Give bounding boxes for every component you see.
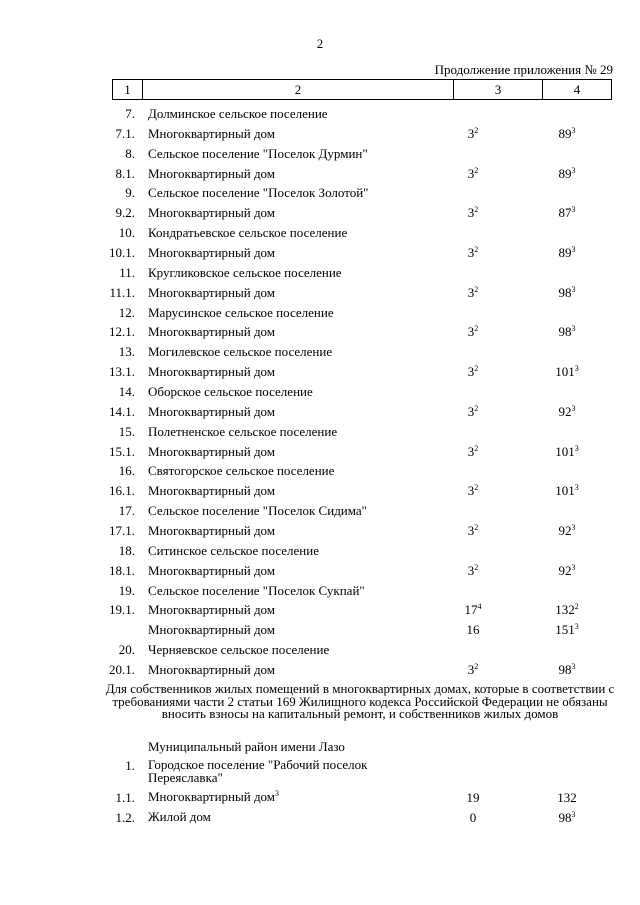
footnote-mark: 3 [571,284,576,294]
row-number: 17.1. [109,523,135,539]
row-col-3: 16 [466,622,480,638]
footnote-mark: 2 [474,125,479,135]
row-number: 14.1. [109,403,135,419]
row-number: 7.1. [115,125,135,141]
row-name: Оборское сельское поселение [148,384,313,400]
row-number: 13. [118,344,135,360]
table-row [0,581,640,601]
row-number: 18. [118,542,135,558]
row-col-4: $151^3$ [555,622,579,638]
row-col-4: $98^3$ [558,662,576,678]
row-col-4: $101^3$ [555,443,579,459]
row-name: Могилевское сельское поселение [148,344,333,360]
footnote-mark: 2 [474,245,479,255]
table-body [0,104,640,680]
row-name: Сельское поселение "Поселок Сукпай" [148,582,365,598]
row-name: Черняевское сельское поселение [148,642,330,658]
footnote-mark: 2 [474,284,479,294]
table-row [0,263,640,283]
table-row [0,600,640,620]
row-col-4: 132 [557,790,577,805]
row-col-4: $87^3$ [558,205,576,221]
row-name: Долминское сельское поселение [148,106,328,121]
row-number: 11.1. [109,284,135,300]
row-number: 16. [118,463,135,479]
row-col-4: $132^2$ [555,602,579,618]
row-name: Многоквартирный дом [148,403,276,419]
row-number: 14. [118,384,135,400]
footnote-mark: 3 [571,403,576,413]
table-row [0,640,640,660]
row-col-4: $89^3$ [558,125,576,141]
row-number: 1.1. [115,790,135,805]
row-col-4: $101^3$ [555,483,579,499]
row-number: 18.1. [109,562,135,578]
row-name: Многоквартирный дом [148,324,276,340]
row-number: 9. [125,185,135,201]
row-name: Многоквартирный дом [148,284,276,300]
footnote-mark: 3 [571,165,576,175]
row-name: Сельское поселение "Поселок Сидима" [148,503,367,519]
footnote-mark: 2 [474,205,479,215]
row-number: 8.1. [115,165,135,181]
footnote-mark: 2 [474,523,479,533]
row-col-4: $92^3$ [558,403,576,419]
row-name: Многоквартирный дом [148,622,276,638]
footnote-mark: 3 [275,789,280,798]
table-row [0,243,640,263]
table-row [0,521,640,541]
row-col-4: $92^3$ [558,562,576,578]
table-row [0,362,640,382]
row-name: Сельское поселение "Поселок Золотой" [148,185,369,201]
row-name: Многоквартирный дом [148,245,276,261]
footnote-mark: 2 [474,483,479,493]
row-col-4: $98^3$ [558,284,576,300]
row-col-3: $3^2$ [467,443,479,459]
table-row [0,144,640,164]
footnote-mark: 3 [574,622,579,632]
table-row [0,442,640,462]
row-number: 19.1. [109,602,135,618]
row-col-4: $89^3$ [558,165,576,181]
row-col-4: $98^3$ [558,324,576,340]
row-col-3: $3^2$ [467,284,479,300]
row-number: 12.1. [109,324,135,340]
table-row [0,382,640,402]
table-row [0,541,640,561]
header-col-2: 2 [143,80,454,99]
row-col-3: $3^2$ [467,483,479,499]
row-name: Многоквартирный дом [148,364,276,380]
row-name: Многоквартирный дом$^3$ [148,789,280,804]
row-name: Сельское поселение "Поселок Дурмин" [148,145,368,161]
table-row [0,402,640,422]
table-row [0,183,640,203]
row-name: Городское поселение "Рабочий поселок Переяславка" [148,757,368,785]
row-name: Многоквартирный дом [148,165,276,181]
row-col-3: 19 [466,790,480,805]
footnote-mark: 3 [574,443,579,453]
row-col-4: $92^3$ [558,523,576,539]
footnote-mark: 2 [474,443,479,453]
row-col-3: $3^2$ [467,125,479,141]
row-name: Полетненское сельское поселение [148,423,338,439]
row-col-3: $3^2$ [467,523,479,539]
row-col-3: $3^2$ [467,165,479,181]
row-name: Многоквартирный дом [148,125,276,141]
continuation-note: Продолжение приложения № 29 [434,62,613,77]
row-number: 15.1. [109,443,135,459]
row-col-3: $3^2$ [467,662,479,678]
row-col-3: $3^2$ [467,403,479,419]
table-row [0,461,640,481]
row-name: Ситинское сельское поселение [148,542,319,558]
row-number: 9.2. [115,205,135,221]
row-col-4: $89^3$ [558,245,576,261]
footnote-mark: 3 [571,562,576,572]
row-col-3: 0 [469,810,477,825]
row-col-3: $3^2$ [467,562,479,578]
table-row [0,422,640,442]
table-row [0,223,640,243]
row-name: Кругликовское сельское поселение [148,264,342,280]
row-col-3: $17^4$ [464,602,482,618]
page-number: 2 [316,36,324,51]
row-number: 8. [125,145,135,161]
row-number: 16.1. [109,483,135,499]
row-number: 15. [118,423,135,439]
row-name: Многоквартирный дом [148,662,276,678]
row-col-3: $3^2$ [467,205,479,221]
section-heading: Для собственников жилых помещений в многоквартирных домах, которые в соответствии с требованиями части 2 статьи 169 Жилищного кодекса Российской Федерации не обязаны вносить взносы на капитальный ремонт, и собственников жилых домов [105,681,615,721]
table-row [0,104,640,124]
row-col-4: $98^3$ [558,810,576,825]
header-col-4: 4 [573,81,581,97]
row-name: Марусинское сельское поселение [148,304,334,320]
row-name: Жилой дом [148,809,211,824]
table-row [0,620,640,640]
footnote-mark: 3 [571,324,576,334]
row-name: Кондратьевское сельское поселение [148,225,348,241]
table-row [0,164,640,184]
row-number: 19. [118,582,135,598]
table-row [0,342,640,362]
table-row [0,124,640,144]
row-number: 17. [118,503,135,519]
row-name: Многоквартирный дом [148,602,276,618]
row-number: 20. [118,642,135,658]
footnote-mark: 2 [474,662,479,672]
header-col-1: 1 [113,80,143,99]
row-number: 12. [118,304,135,320]
table-header [112,79,612,100]
table-row [0,283,640,303]
footnote-mark: 3 [571,810,576,819]
row-number: 7. [125,106,135,121]
footnote-mark: 4 [477,602,482,612]
footnote-mark: 3 [574,364,579,374]
table-row [0,561,640,581]
row-name: Многоквартирный дом [148,443,276,459]
row-number: 1.2. [115,810,135,825]
table-row [0,203,640,223]
footnote-mark: 3 [571,245,576,255]
table-row [0,660,640,680]
table-row [0,303,640,323]
row-name: Многоквартирный дом [148,562,276,578]
footnote-mark: 3 [574,483,579,493]
row-col-3: $3^2$ [467,364,479,380]
row-name: Святогорское сельское поселение [148,463,335,479]
footnote-mark: 3 [571,662,576,672]
row-col-3: $3^2$ [467,324,479,340]
row-name: Многоквартирный дом [148,483,276,499]
footnote-mark: 2 [474,562,479,572]
row-col-4: $101^3$ [555,364,579,380]
row-number: 13.1. [109,364,135,380]
row-name: Многоквартирный дом [148,205,276,221]
row-name: Многоквартирный дом [148,523,276,539]
footnote-mark: 2 [474,364,479,374]
row-number: 20.1. [109,662,135,678]
footnote-mark: 3 [571,125,576,135]
table-row [0,501,640,521]
row-number: 1. [125,758,135,773]
footnote-mark: 3 [571,205,576,215]
header-col-3: 3 [454,80,543,99]
table-row [0,481,640,501]
footnote-mark: 2 [474,165,479,175]
row-number: 10. [118,225,135,241]
footnote-mark: 2 [474,403,479,413]
district-name: Муниципальный район имени Лазо [148,739,345,754]
footnote-mark: 2 [574,602,579,612]
row-number: 11. [119,264,135,280]
row-number: 10.1. [109,245,135,261]
table-row [0,322,640,342]
footnote-mark: 2 [474,324,479,334]
row-col-3: $3^2$ [467,245,479,261]
footnote-mark: 3 [571,523,576,533]
